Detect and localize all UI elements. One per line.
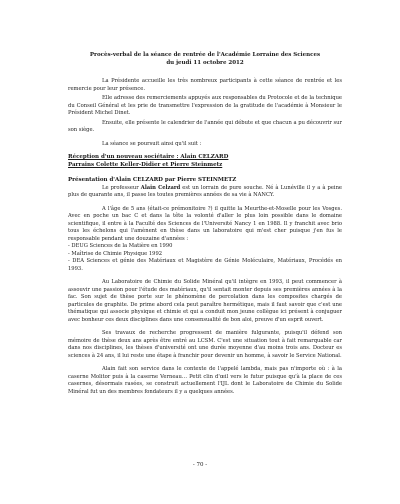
diploma-item: - DEA Sciences et génie des Matériaux et Magistère de Génie Moléculaire, Matériaux, Procédés en 1993. [68,258,342,272]
presentation-paragraph-1 [68,185,342,200]
laureate-name: Alain Celzard [140,184,181,191]
presentation-heading: Présentation d'Alain CELZARD par Pierre STEINMETZ [68,177,237,183]
intro-paragraph-1: La Présidente accueille les très nombreux participants à cette séance de rentrée et les remercie pour leur présence. [68,78,342,92]
page-number: - 70 - [192,462,208,468]
paragraph-1-lead: Le professeur [102,184,141,191]
diploma-item: - DEUG Sciences de la Matière en 1990 [68,243,173,249]
intro-paragraph-3: Ensuite, elle présente le calendrier de l'année qui débute et que chacun a pu découvrir sur son siège. [68,119,342,133]
title-line-2: du jeudi 11 octobre 2012 [166,59,244,66]
reception-line-2: Parrains Colette Keller-Didier et Pierre Steinmetz [68,161,223,168]
intro-paragraph-2: Elle adresse des remerciements appuyés aux responsables du Protocole et de la technique du Conseil Général et les prie de transmettre l'expression de la gratitude de l'académie à Monsieur le Président Michel Dinet. [68,95,342,116]
presentation-paragraph-5: Alain fait son service dans le contexte de l'appelé lambda, mais pas n'importe où : à la caserne Molitor puis à la caserne Verneau… Petit clin d'œil vers le futur puisque qu'à la place de ces casernes, désormais rasées, se construit actuellement l'IJL dont le Laboratoire de Chimie du Solide Minéral fut un des membres fondateurs il y a quelques années. [68,366,342,395]
diploma-item: - Maîtrise de Chimie Physique 1992 [68,250,163,257]
reception-line-1: Réception d'un nouveau sociétaire : Alain CELZARD [68,154,229,160]
document-title [68,52,342,67]
reception-block [68,154,342,169]
presentation-paragraph-4: Ses travaux de recherche progressent de manière fulgurante, puisqu'il défend son mémoire de thèse deux ans après être entré au LCSM. C'est une situation tout à fait remarquable car dans nos disciplines, les thèses d'université ont une durée moyenne d'au moins trois ans. Docteur es sciences à 24 ans, il lui reste une étape à franchir pour devenir un homme, à savoir le Service National. [68,330,342,359]
title-line-1: Procès-verbal de la séance de rentrée de l'Académie Lorraine des Sciences [89,52,321,58]
paragraph-1-rest: est un lorrain de pure souche. Né à Lunéville il y a à peine plus de quarante ans, il passe les toutes premières années de sa vie à NANCY. [68,184,342,198]
intro-paragraph-4: La séance se poursuit ainsi qu'il suit : [102,140,202,147]
presentation-paragraph-2: A l'âge de 5 ans (était-ce prémonitoire ?) il quitte la Meurthe-et-Moselle pour les Vosges. Avec en poche un bac C et dans la tête la volonté d'aller le plus loin possible dans le domaine scientifique, il entre à la Faculté des Sciences de l'Université Nancy 1 en 1988. Il y franchit avec brio tous les échelons qui l'amènent en thèse dans un laboratoire qui m'est cher puisque j'en fus le responsable pendant une douzaine d'années : [68,205,342,242]
diploma-list [68,243,342,273]
presentation-paragraph-3: Au Laboratoire de Chimie du Solide Minéral qu'il intègre en 1993, il peut commencer à assouvir une passion pour l'étude des matériaux, qu'il sentait monter depuis ses premières années à la fac. Son sujet de thèse porte sur le phénomène de percolation dans les composites chargés de particules de graphite. De prime abord cela peut paraître hermétique, mais il faut savoir que c'est une thématique qui associe physique et chimie et qui a conduit mon jeune collègue ici présent à conjuguer avec bonheur ces deux disciplines dans une consensualité de bon aloi, preuve d'un esprit ouvert. [68,279,342,323]
